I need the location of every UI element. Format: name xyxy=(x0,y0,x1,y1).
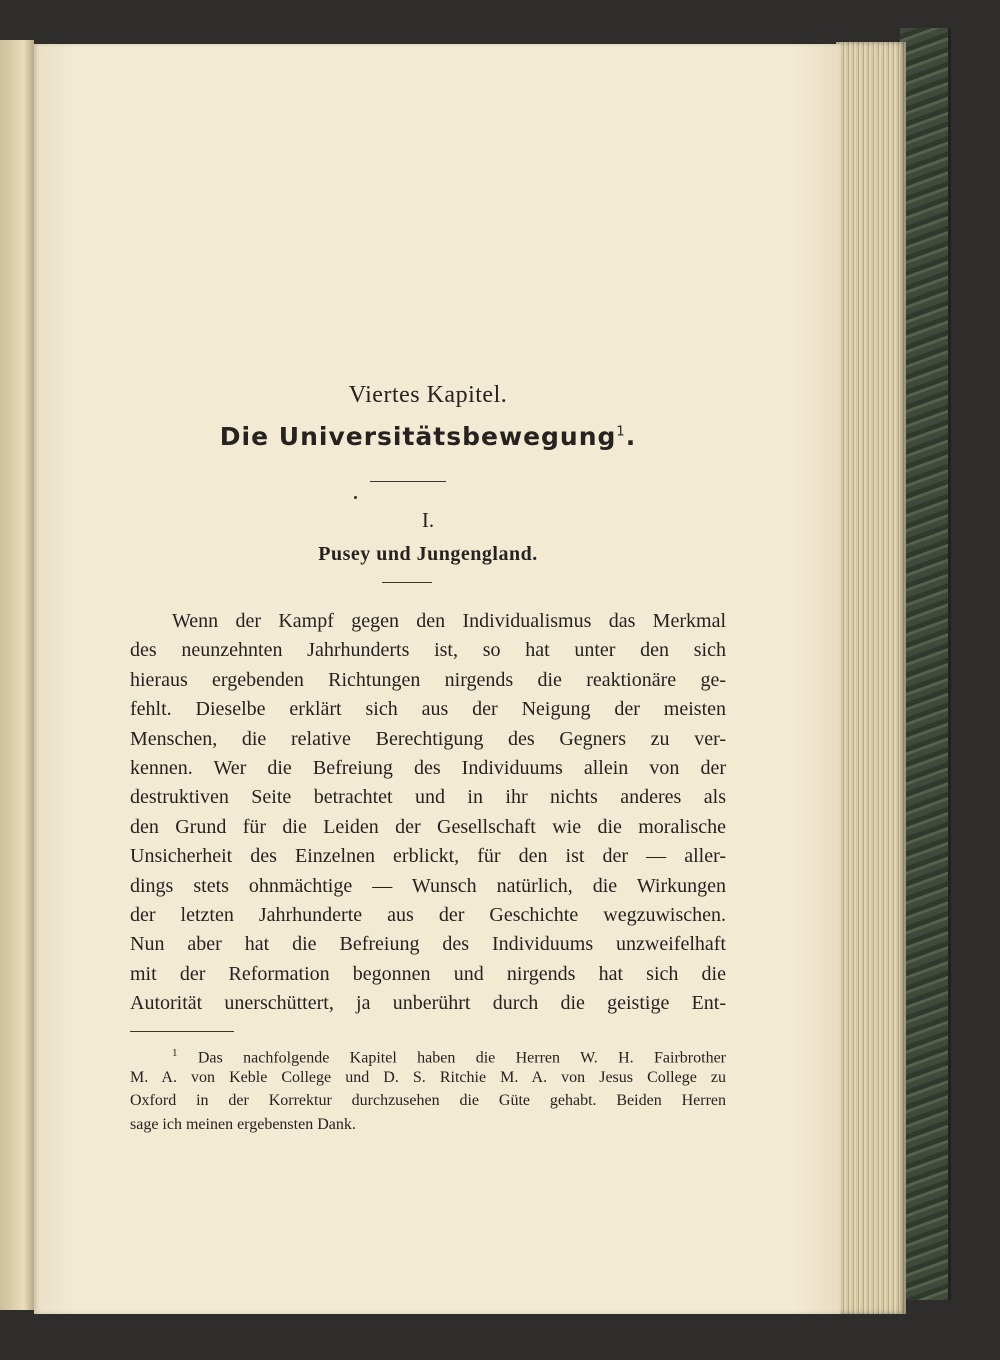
chapter-number: Viertes Kapitel. xyxy=(348,382,508,408)
body-line: Wenn der Kampf gegen den Individualismus das Merkmal xyxy=(172,610,726,632)
body-line: des neunzehnten Jahrhunderts ist, so hat unter den sich xyxy=(130,639,726,662)
body-line: Nun aber hat die Befreiung des Individuums unzweifelhaft xyxy=(130,933,726,956)
body-line: der letzten Jahrhunderte aus der Geschichte wegzuwischen. xyxy=(130,903,726,926)
chapter-title-period: . xyxy=(625,422,637,451)
page-stack-edges xyxy=(836,42,906,1314)
body-line: kennen. Wer die Befreiung des Individuums allein von der xyxy=(130,756,726,779)
chapter-title xyxy=(130,422,726,451)
divider-rule xyxy=(382,582,432,583)
body-line: Autorität unerschüttert, ja unberührt durch die geistige Ent- xyxy=(130,992,726,1015)
footnote-reference: 1 xyxy=(616,424,626,440)
facing-page-edge xyxy=(0,40,34,1310)
body-line: dings stets ohnmächtige — Wunsch natürlich, die Wirkungen xyxy=(130,874,726,897)
footnote-line xyxy=(130,1042,726,1066)
footnote xyxy=(130,1042,726,1136)
chapter-title-text: Die Universitätsbewegung xyxy=(219,422,617,451)
body-line: Menschen, die relative Berechtigung des Gegners zu ver- xyxy=(130,727,726,750)
body-line: mit der Reformation begonnen und nirgends hat sich die xyxy=(130,962,726,985)
body-line: fehlt. Dieselbe erklärt sich aus der Neigung der meisten xyxy=(130,698,726,721)
body-line: destruktiven Seite betrachtet und in ihr nichts anderes als xyxy=(130,786,726,809)
divider-rule xyxy=(370,481,446,482)
body-line: Unsicherheit des Einzelnen erblickt, für den ist der — aller- xyxy=(130,845,726,868)
footnote-mark: 1 xyxy=(172,1047,178,1059)
footnote-rule xyxy=(130,1031,234,1032)
body-line: hieraus ergebenden Richtungen nirgends die reaktionäre ge- xyxy=(130,668,726,691)
footnote-line-text: Das nachfolgende Kapitel haben die Herren W. H. Fairbrother xyxy=(197,1049,727,1067)
book-page xyxy=(34,44,840,1314)
section-title: Pusey und Jungengland. xyxy=(318,543,538,565)
footnote-line: M. A. von Keble College und D. S. Ritchie M. A. von Jesus College zu xyxy=(130,1068,726,1086)
body-line: den Grund für die Leiden der Gesellschaft wie die moralische xyxy=(130,815,726,838)
body-text xyxy=(130,607,726,1018)
section-number: I. xyxy=(421,508,435,532)
book-cover-board xyxy=(900,28,951,1300)
footnote-line: Oxford in der Korrektur durchzusehen die Güte gehabt. Beiden Herren xyxy=(130,1092,726,1109)
print-speck xyxy=(354,496,357,499)
footnote-line: sage ich meinen ergebensten Dank. xyxy=(130,1115,356,1133)
